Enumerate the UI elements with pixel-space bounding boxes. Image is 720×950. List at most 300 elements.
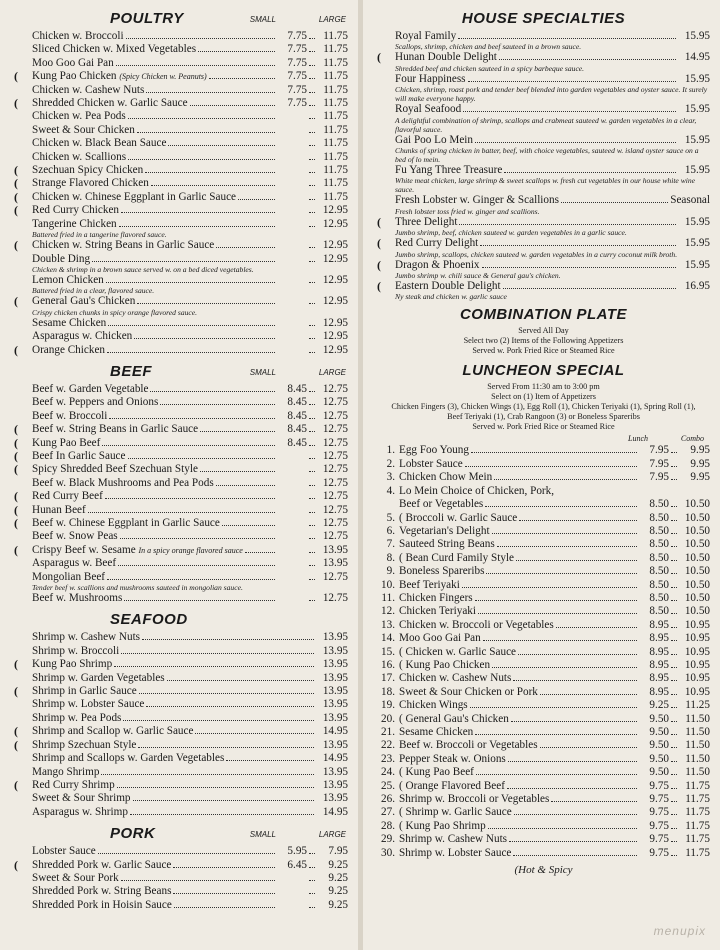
leader-dots — [124, 600, 275, 601]
luncheon-item-lunch-price: 8.95 — [649, 632, 669, 645]
luncheon-item-number: 20. — [381, 712, 395, 725]
seafood-item-large-price: 14.95 — [322, 752, 348, 765]
pork-item-name-text: Shredded Pork w. String Beans — [32, 885, 172, 898]
poultry-item — [14, 43, 348, 56]
luncheon-item — [377, 686, 710, 699]
leader-dots — [146, 92, 275, 93]
poultry-item-large-price: 12.95 — [322, 343, 348, 356]
seafood-item-name-text: Shrimp and Scallops w. Garden Vegetables — [32, 752, 225, 765]
seafood-item-name — [32, 792, 131, 805]
poultry-item-large-price: 11.75 — [323, 137, 348, 150]
leader-dots — [309, 78, 315, 79]
leader-dots — [309, 118, 315, 119]
leader-dots — [139, 693, 314, 694]
luncheon-item-name — [399, 579, 460, 592]
poultry-item-large-price: 12.95 — [322, 295, 348, 308]
leader-dots — [226, 760, 314, 761]
leader-dots — [671, 479, 677, 480]
leader-dots — [309, 445, 315, 446]
leader-dots — [309, 391, 315, 392]
beef-item — [14, 544, 348, 557]
beef-item — [14, 530, 348, 543]
leader-dots — [507, 788, 637, 789]
beef-item-description: Tender beef w. scallions and mushrooms sauteed in mongolian sauce. — [32, 583, 243, 593]
beef-item-name-text: Spicy Shredded Beef Szechuan Style — [32, 463, 198, 476]
leader-dots — [309, 145, 315, 146]
luncheon-item-lunch-price: 9.50 — [649, 739, 669, 752]
luncheon-item-name-text: Sweet & Sour Chicken or Pork — [399, 685, 538, 698]
luncheon-item-lunch-price: 8.50 — [649, 511, 669, 524]
leader-dots — [121, 212, 275, 213]
leader-dots — [492, 533, 637, 534]
poultry-item-large-price: 11.75 — [323, 164, 348, 177]
house-item — [377, 164, 710, 177]
luncheon-item — [377, 458, 710, 471]
leader-dots — [309, 226, 315, 227]
luncheon-item-lunch-price: 7.95 — [649, 444, 669, 457]
poultry-item-name — [32, 137, 166, 150]
leader-dots — [120, 538, 275, 539]
poultry-large-label: LARGE — [318, 15, 346, 24]
beef-item-name — [32, 592, 122, 605]
poultry-item — [14, 164, 348, 177]
luncheon-item-name — [399, 565, 484, 578]
pork-item-small-price: 5.95 — [287, 845, 307, 858]
luncheon-item-name-text: Shrimp w. Cashew Nuts — [399, 833, 508, 846]
luncheon-item — [377, 471, 710, 484]
luncheon-item-number: 6. — [386, 524, 395, 537]
leader-dots — [519, 520, 637, 521]
seafood-item-name-text: Asparagus w. Shrimp — [32, 805, 128, 818]
poultry-item-name-text: Sweet & Sour Chicken — [32, 123, 135, 136]
pork-item-name-text: Lobster Sauce — [32, 845, 96, 858]
leader-dots — [671, 506, 677, 507]
luncheon-item-lunch-price: 8.95 — [649, 645, 669, 658]
poultry-section-header — [14, 10, 348, 30]
beef-section-header — [14, 363, 348, 383]
luncheon-item-name-text: Chicken Fingers — [399, 591, 473, 604]
leader-dots — [190, 105, 275, 106]
leader-dots — [509, 841, 637, 842]
leader-dots — [309, 525, 315, 526]
beef-small-label: SMALL — [249, 367, 276, 377]
seafood-section-title: SEAFOOD — [110, 611, 188, 629]
poultry-item-small-price: 7.75 — [287, 30, 307, 42]
leader-dots — [551, 801, 637, 802]
luncheon-item-combo-price: 10.95 — [684, 658, 710, 671]
leader-dots — [475, 142, 676, 143]
house-item-name: Red Curry Delight — [395, 237, 479, 250]
leader-dots — [511, 721, 637, 722]
leader-dots — [513, 680, 637, 681]
leader-dots — [142, 639, 314, 640]
luncheon-item-combo-price: 10.95 — [684, 632, 710, 645]
beef-item — [14, 592, 348, 605]
poultry-item-large-price: 11.75 — [323, 30, 348, 42]
beef-item-large-price: 12.75 — [322, 396, 348, 409]
poultry-item-name — [32, 344, 105, 357]
luncheon-item-number: 22. — [381, 739, 395, 752]
leader-dots — [174, 907, 275, 908]
leader-dots — [108, 325, 275, 326]
luncheon-item-combo-price: 10.50 — [684, 591, 710, 604]
luncheon-item-name — [399, 538, 495, 551]
beef-item — [14, 410, 348, 423]
seafood-item — [14, 766, 348, 779]
leader-dots — [121, 653, 314, 654]
luncheon-item-combo-price: 10.95 — [684, 618, 710, 631]
luncheon-item-lunch-price: 9.50 — [649, 752, 669, 765]
luncheon-item-name-text: Bean Curd Family Style — [405, 551, 514, 564]
beef-item-name-text: Beef w. Peppers and Onions — [32, 396, 159, 409]
luncheon-item-name-text: Broccoli w. Garlic Sauce — [405, 511, 518, 524]
leader-dots — [107, 352, 275, 353]
luncheon-item-lunch-price: 8.50 — [649, 551, 669, 564]
luncheon-item-name-text: Beef w. Broccoli or Vegetables — [399, 739, 538, 752]
leader-dots — [114, 666, 314, 667]
hot-spicy-icon: ( — [14, 542, 18, 557]
luncheon-item-lunch-price: 8.50 — [649, 524, 669, 537]
leader-dots — [128, 458, 276, 459]
hot-spicy-icon: ( — [14, 462, 18, 477]
luncheon-item-number: 25. — [381, 779, 395, 792]
leader-dots — [671, 841, 677, 842]
luncheon-item-name — [399, 726, 473, 739]
leader-dots — [309, 867, 315, 868]
leader-dots — [671, 774, 677, 775]
leader-dots — [504, 172, 676, 173]
leader-dots — [92, 261, 275, 262]
seafood-item-large-price: 13.95 — [322, 698, 348, 711]
leader-dots — [309, 471, 315, 472]
luncheon-item-number: 12. — [381, 605, 395, 618]
seafood-item-large-price: 13.95 — [322, 711, 348, 724]
pork-item-name-text: Shredded Pork in Hoisin Sauce — [32, 898, 172, 911]
luncheon-item-name-text: Sauteed String Beans — [399, 538, 495, 551]
beef-item-name — [32, 571, 105, 584]
leader-dots — [200, 431, 275, 432]
seafood-item-name-text: Mango Shrimp — [32, 765, 100, 778]
seafood-item-name — [32, 739, 136, 752]
leader-dots — [671, 520, 677, 521]
luncheon-item — [377, 793, 710, 806]
leader-dots — [309, 907, 315, 908]
seafood-item-large-price: 13.95 — [322, 671, 348, 684]
hot-spicy-icon: ( — [14, 684, 18, 699]
luncheon-item-combo-price: 11.25 — [685, 699, 710, 712]
poultry-item-description: Chicken & shrimp in a brown sauce served w. on a bed diced vegetables. — [32, 264, 254, 274]
seafood-item — [14, 658, 348, 671]
leader-dots — [309, 565, 315, 566]
house-item-name: Fresh Lobster w. Ginger & Scallions — [395, 194, 559, 207]
luncheon-item — [377, 739, 710, 752]
beef-item-large-price: 13.95 — [322, 557, 348, 570]
luncheon-item-name — [399, 699, 468, 712]
poultry-item-name — [32, 330, 132, 343]
combination-note: Served w. Pork Fried Rice or Steamed Rice — [472, 346, 615, 356]
luncheon-item-lunch-price: 7.95 — [649, 457, 669, 470]
leader-dots — [309, 282, 315, 283]
leader-dots — [671, 654, 677, 655]
leader-dots — [671, 560, 677, 561]
luncheon-item — [377, 806, 710, 819]
beef-item — [14, 571, 348, 584]
leader-dots — [309, 199, 315, 200]
leader-dots — [222, 525, 275, 526]
leader-dots — [671, 828, 677, 829]
luncheon-item — [377, 632, 710, 645]
seafood-item-name-text: Shrimp w. Broccoli — [32, 644, 120, 657]
beef-item-large-price: 12.75 — [322, 503, 348, 516]
menu-left-page — [0, 0, 358, 950]
leader-dots — [459, 224, 676, 225]
luncheon-item-name-text: Shrimp w. Lobster Sauce — [399, 846, 512, 859]
hot-spicy-icon: ( — [14, 294, 18, 309]
seafood-item — [14, 672, 348, 685]
poultry-item-name — [32, 151, 126, 164]
pork-item — [14, 872, 348, 885]
luncheon-item-name-text: Boneless Spareribs — [399, 565, 485, 578]
lunch-label: Lunch — [628, 434, 648, 444]
leader-dots — [128, 118, 275, 119]
leader-dots — [671, 694, 677, 695]
poultry-item-small-price: 7.75 — [287, 83, 307, 96]
luncheon-item-name-text: Egg Foo Young — [399, 444, 469, 457]
luncheon-item — [377, 592, 710, 605]
beef-item-large-price: 12.75 — [322, 517, 348, 529]
leader-dots — [471, 452, 637, 453]
beef-item-large-price: 12.75 — [322, 436, 348, 449]
seafood-item-large-price: 13.95 — [322, 631, 348, 644]
poultry-item-large-price: 11.75 — [323, 150, 348, 163]
beef-item-name-text: Kung Pao Beef — [32, 436, 101, 449]
hot-spicy-icon: ( — [14, 657, 18, 672]
left-column — [14, 8, 348, 912]
house-item-description: White meat chicken, large shrimp & sweet scallops w. fresh cut vegetables in our house white wine sauce. — [395, 176, 696, 195]
poultry-item-name — [32, 253, 90, 266]
leader-dots — [105, 498, 275, 499]
house-item-description: Jumbo shrimp, beef, chicken sauteed w. garden vegetables in a garlic sauce. — [395, 228, 627, 238]
luncheon-note: Served w. Pork Fried Rice or Steamed Rice — [472, 422, 615, 432]
luncheon-item-name — [399, 659, 490, 672]
beef-item-large-price: 12.75 — [322, 530, 348, 543]
house-item-description: Chicken, shrimp, roast pork and tender beef blended into garden vegetables and oyster sauce. It surely will make everyone happy. — [395, 85, 708, 104]
luncheon-item-name — [399, 471, 492, 484]
luncheon-item — [377, 579, 710, 592]
house-item-name: Gai Poo Lo Mein — [395, 133, 473, 146]
luncheon-item-lunch-price: 8.50 — [649, 565, 669, 578]
beef-item-large-price: 12.75 — [322, 570, 348, 583]
seafood-item-name — [32, 752, 224, 765]
beef-item-name — [32, 437, 100, 450]
poultry-item-large-price: 11.75 — [323, 56, 348, 69]
leader-dots — [494, 479, 637, 480]
seafood-item-name — [32, 806, 128, 819]
beef-item — [14, 517, 348, 530]
poultry-item-small-price: 7.75 — [287, 56, 307, 69]
beef-item-large-price: 12.75 — [322, 490, 348, 503]
hot-spicy-icon: ( — [377, 214, 381, 229]
leader-dots — [671, 747, 677, 748]
leader-dots — [671, 667, 677, 668]
leader-dots — [309, 418, 315, 419]
leader-dots — [209, 78, 275, 79]
leader-dots — [119, 226, 275, 227]
hot-spicy-icon: ( — [14, 163, 18, 178]
hot-spicy-icon: ( — [14, 203, 18, 218]
luncheon-item-lunch-price: 9.75 — [649, 779, 669, 792]
beef-item-name-text: Beef w. Snow Peas — [32, 530, 118, 543]
leader-dots — [556, 627, 637, 628]
house-item — [377, 237, 710, 250]
pork-item-name — [32, 899, 172, 912]
seafood-item-large-price: 13.95 — [322, 685, 348, 698]
luncheon-item-combo-price: 10.50 — [684, 551, 710, 564]
luncheon-item-name — [399, 525, 490, 538]
poultry-item — [14, 57, 348, 70]
house-item — [377, 103, 710, 116]
combo-label: Combo — [680, 434, 704, 444]
leader-dots — [245, 552, 275, 553]
leader-dots — [150, 391, 275, 392]
combination-note: Select two (2) Items of the Following Appetizers — [463, 336, 624, 346]
luncheon-item-name-text: Kung Pao Shrimp — [405, 819, 486, 832]
leader-dots — [107, 579, 275, 580]
luncheon-item-lunch-price: 8.95 — [649, 618, 669, 631]
seafood-item-large-price: 13.95 — [322, 792, 348, 805]
luncheon-section-title: LUNCHEON SPECIAL — [462, 362, 625, 380]
luncheon-item-lunch-price: 9.50 — [649, 726, 669, 738]
house-item-description: Jumbo shrimp, scallops, chicken sauteed w. garden vegetables in a curry coconut milk broth. — [395, 249, 678, 259]
beef-section-title: BEEF — [110, 362, 153, 380]
seafood-item-name-text: Sweet & Sour Shrimp — [32, 792, 131, 805]
luncheon-item-combo-price: 11.50 — [685, 726, 710, 738]
luncheon-item-lunch-price: 8.50 — [649, 605, 669, 618]
house-item-price: Seasonal — [670, 194, 710, 207]
luncheon-item — [377, 485, 710, 498]
leader-dots — [309, 552, 315, 553]
pork-item-name — [32, 885, 171, 898]
house-item-price: 15.95 — [684, 164, 710, 177]
luncheon-item — [377, 538, 710, 551]
poultry-item-name-text: Chicken w. Chinese Eggplant in Garlic Sauce — [32, 190, 237, 203]
house-item-name: Three Delight — [395, 215, 458, 228]
poultry-item — [14, 317, 348, 330]
leader-dots — [309, 38, 315, 39]
leader-dots — [671, 680, 677, 681]
luncheon-item — [377, 605, 710, 618]
leader-dots — [482, 267, 676, 268]
luncheon-item-name-text: Chicken w. Garlic Sauce — [405, 645, 517, 658]
poultry-item-name — [32, 274, 104, 287]
leader-dots — [671, 546, 677, 547]
luncheon-item-number: 7. — [386, 538, 395, 551]
hot-spicy-icon: ( — [14, 724, 18, 739]
hot-spicy-icon: ( — [399, 645, 403, 658]
house-item — [377, 194, 710, 207]
luncheon-item-name — [399, 806, 512, 819]
leader-dots — [671, 734, 677, 735]
house-item-name: Royal Family — [395, 30, 457, 42]
luncheon-item-name — [399, 672, 511, 685]
beef-item-large-price: 12.75 — [322, 463, 348, 476]
luncheon-item-combo-price: 11.50 — [685, 752, 710, 765]
pork-item-name — [32, 845, 96, 858]
seafood-item-large-price: 14.95 — [322, 725, 348, 738]
house-item-price: 14.95 — [684, 51, 710, 64]
hot-spicy-icon: ( — [14, 176, 18, 191]
pork-item — [14, 899, 348, 912]
leader-dots — [309, 132, 315, 133]
house-item-description: Chunks of spring chicken in batter, beef, with choice vegetables, sauteed w. island oyster sauce on a bed of lo mein. — [395, 146, 699, 165]
house-item-name: Eastern Double Delight — [395, 280, 501, 293]
hot-spicy-icon: ( — [377, 50, 381, 65]
luncheon-item — [377, 780, 710, 793]
house-item — [377, 30, 710, 43]
luncheon-item-number: 30. — [381, 846, 395, 859]
seafood-item — [14, 631, 348, 644]
leader-dots — [671, 627, 677, 628]
leader-dots — [540, 694, 637, 695]
luncheon-item — [377, 820, 710, 833]
luncheon-item-name-text: Kung Pao Chicken — [405, 658, 491, 671]
hot-spicy-icon: ( — [14, 448, 18, 463]
luncheon-item-name — [399, 780, 505, 793]
luncheon-item-combo-price: 11.50 — [685, 712, 710, 725]
seafood-item-large-price: 13.95 — [322, 644, 348, 657]
poultry-item-name — [32, 218, 117, 231]
poultry-item-note: (Spicy Chicken w. Peanuts) — [119, 72, 207, 82]
poultry-item-name-text: Double Ding — [32, 252, 91, 265]
hot-spicy-icon: ( — [399, 511, 403, 524]
beef-item-name — [32, 463, 198, 476]
poultry-item — [14, 70, 348, 83]
poultry-item-name — [32, 164, 143, 177]
hot-spicy-icon: ( — [514, 864, 519, 877]
house-item — [377, 280, 710, 293]
combination-section-title: COMBINATION PLATE — [459, 306, 628, 324]
luncheon-column-labels — [377, 432, 710, 444]
house-item — [377, 51, 710, 64]
seafood-item-large-price: 13.95 — [322, 738, 348, 751]
poultry-item-name — [32, 239, 214, 252]
luncheon-item-lunch-price: 9.75 — [649, 793, 669, 806]
luncheon-item — [377, 726, 710, 739]
leader-dots — [485, 506, 637, 507]
luncheon-item-continued — [377, 498, 710, 511]
leader-dots — [671, 613, 677, 614]
leader-dots — [499, 59, 676, 60]
leader-dots — [540, 747, 637, 748]
beef-item — [14, 450, 348, 463]
leader-dots — [480, 245, 676, 246]
poultry-item — [14, 191, 348, 204]
leader-dots — [145, 172, 275, 173]
leader-dots — [128, 159, 275, 160]
seafood-item — [14, 779, 348, 792]
beef-item-name — [32, 530, 118, 543]
luncheon-item-lunch-price: 8.50 — [649, 498, 669, 511]
luncheon-item-lunch-price: 8.50 — [649, 538, 669, 551]
seafood-item-name — [32, 645, 119, 658]
pork-item-name — [32, 872, 119, 885]
luncheon-item — [377, 753, 710, 766]
luncheon-item-number: 17. — [381, 672, 395, 685]
leader-dots — [88, 512, 275, 513]
pork-item-large-price: 7.95 — [328, 845, 348, 858]
luncheon-item-number: 3. — [386, 471, 395, 484]
leader-dots — [123, 720, 314, 721]
